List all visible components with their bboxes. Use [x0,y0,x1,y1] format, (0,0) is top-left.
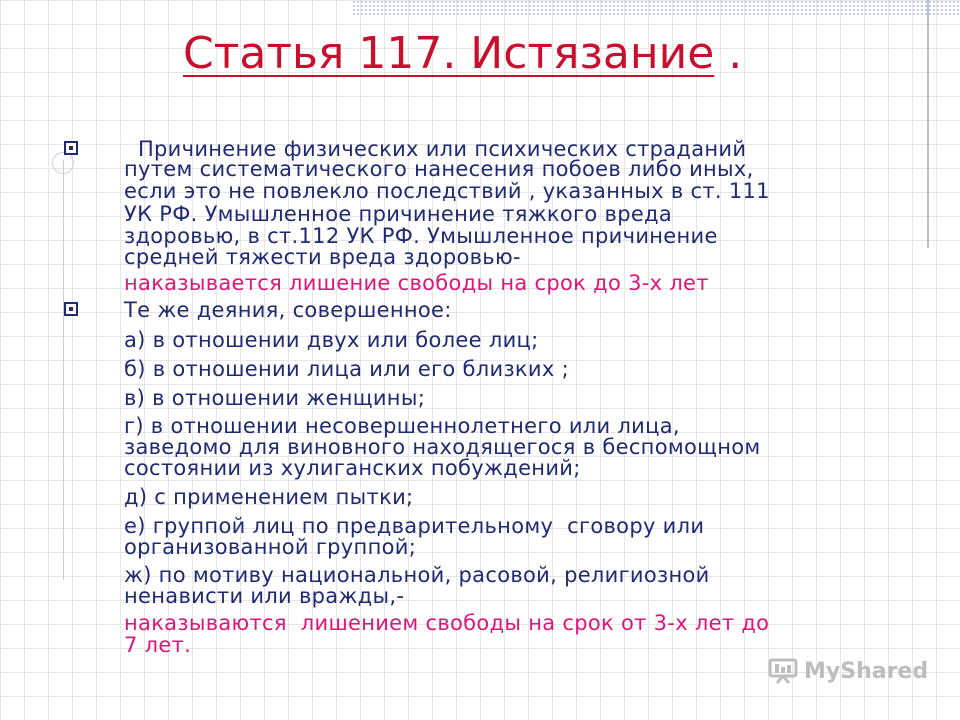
item2-line: а) в отношении двух или более лиц; [124,328,539,352]
item1-line: если это не повлекло последствий , указанных в ст. 111 [124,179,770,203]
circle-decor [52,152,74,174]
watermark-text: MyShared [804,658,929,684]
item2-penalty: 7 лет. [124,633,192,657]
bullet-icon [64,302,78,316]
item1-line: УК РФ. Умышленное причинение тяжкого вреда [124,202,673,226]
item2-line: организованной группой; [124,535,417,559]
right-decor-line [927,0,929,248]
item1-line: здоровью, в ст.112 УК РФ. Умышленное причинение [124,224,718,248]
item2-line: заведомо для виновного находящегося в беспомощном [124,435,761,459]
item2-line: в) в отношении женщины; [124,386,426,410]
item1-line: Причинение физических или психических страданий [124,137,747,161]
left-decor-line [63,160,64,580]
bullet-icon [64,141,78,155]
item1-line: путем систематического нанесения побоев либо иных, [124,157,754,181]
top-decor-band [352,0,960,16]
title-suffix: . [714,28,743,79]
presentation-icon [768,658,798,684]
item2-line: б) в отношении лица или его близких ; [124,357,569,381]
item2-line: г) в отношении несовершеннолетнего или лица, [124,414,680,438]
title-text: Статья 117. Истязание [183,28,715,79]
item2-line: д) с применением пытки; [124,485,414,509]
item2-line: ненависти или вражды,- [124,584,405,608]
item2-penalty: наказываются лишением свободы на срок от 3-х лет до [124,611,770,635]
slide-title [183,28,742,79]
item2-line: Те же деяния, совершенное: [124,298,452,322]
item1-line: средней тяжести вреда здоровью- [124,245,521,269]
item2-line: ж) по мотиву национальной, расовой, религиозной [124,563,710,587]
item2-line: е) группой лиц по предварительному сговору или [124,514,705,538]
item2-line: состоянии из хулиганских побуждений; [124,456,581,480]
myshared-watermark [768,658,928,684]
item1-penalty: наказывается лишение свободы на срок до 3-х лет [124,271,709,295]
